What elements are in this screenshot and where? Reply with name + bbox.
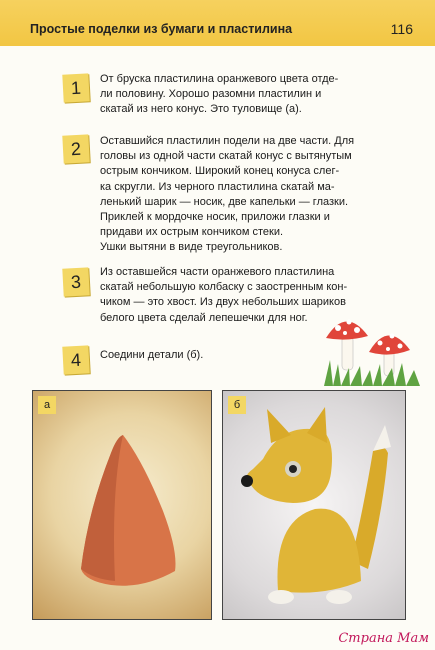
- step-3-text: Из оставшейся части оранжевого пластилина скатай небольшую колбаску с заостренным кон- чиком — это хвост. Из двух небольших шариков белого цвета сделай лепешечки для ног.: [100, 266, 348, 324]
- step-4-badge: 4: [62, 345, 89, 374]
- photo-b-label: б: [228, 396, 246, 414]
- step-1-text: От бруска пластилина оранжевого цвета отде- ли половину. Хорошо разомни пластилин и скатай из него конус. Это туловище (а).: [100, 73, 339, 116]
- chapter-title: Простые поделки из бумаги и пластилина: [30, 22, 293, 36]
- page-header: [0, 0, 435, 46]
- photo-a-body-cone: [32, 390, 212, 620]
- step-2-badge: 2: [62, 134, 89, 163]
- step-2-text: Оставшийся пластилин подели на две части. Для головы из одной части скатай конус с вытянутым острым кончиком. Широкий конец конуса слег- ка скругли. Из черного пластилина скатай ма- ленький шарик — носик, две капельки — глазки. Приклей к мордочке носик, приложи глазки и придави их острым кончиком стеки. Ушки вытяни в виде треугольников.: [100, 135, 355, 254]
- step-3-badge: 3: [62, 267, 89, 296]
- plasticine-cone: [33, 391, 211, 619]
- watermark: Страна Мам: [338, 631, 429, 646]
- mushrooms-illustration: [322, 308, 422, 388]
- page-number: 116: [390, 21, 413, 37]
- photo-b-assembled-fox: [222, 390, 406, 620]
- plasticine-fox: [223, 391, 405, 619]
- step-4-text: Соедини детали (б).: [100, 349, 204, 361]
- photo-a-label: а: [38, 396, 56, 414]
- step-1-badge: 1: [62, 73, 89, 102]
